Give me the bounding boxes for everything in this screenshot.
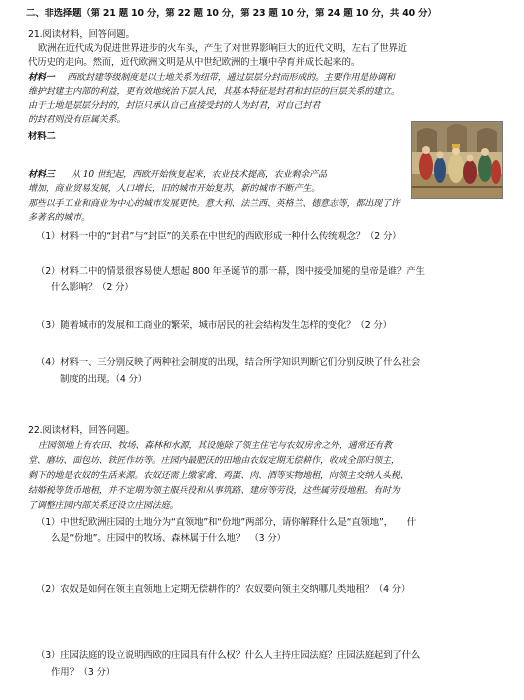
q21-material-line: 欧洲在近代成为促进世界进步的火车头，产生了对世界影响巨大的近代文明，左右了世界近 [38,43,408,54]
q21-subquestion-4: （4）材料一、三分别反映了两种社会制度的出现，结合所学知识判断它们分别反映了什么社会 [36,357,421,368]
q21-subquestion-1: （1）材料一中的“封君”与“封臣”的关系在中世纪的西欧形成一种什么传统观念？（2 分） [36,231,402,242]
q21-subquestion-3: （3）随着城市的发展和工商业的繁荣，城市居民的社会结构发生怎样的变化？（2 分） [36,320,392,331]
q22-material-text: 结婚税等货币地租，并不定期为领主服兵役和从事筑路、建房等劳役，这些属劳役地租。有时为 [28,486,400,496]
section-header: 二、非选择题（第 21 题 10 分，第 22 题 10 分，第 23 题 10 分，第 24 题 10 分，共 40 分） [26,8,437,19]
material-3-text: 那些以手工业和商业为中心的城市发展更快。意大利、法兰西、英格兰、德意志等，都出现了许 [28,199,400,209]
material-3-text: 从 10 世纪起，西欧开始恢复起来，农业技术提高，农业剩余产品 [71,170,327,180]
material-2-label: 材料二 [28,131,56,142]
material-1-text: 由于土地是层层分封的，封臣只承认自己直接受封的人为封君，对自己封君 [28,101,321,111]
material-1-text: 西欧封建等级制度是以土地关系为纽带，通过层层分封而形成的。主要作用是协调和 [67,73,395,83]
q22-subquestion-1: （1）中世纪欧洲庄园的土地分为“直领地”和“份地”两部分，请你解释什么是“直领地”， 什 [36,517,416,528]
material-3-text: 增加，商业贸易发展，人口增长，旧的城市开始复苏，新的城市不断产生。 [28,184,321,194]
q21-subquestion-2-cont: 什么影响？（2 分） [51,282,134,293]
material-1-text: 的封君则没有臣属关系。 [28,115,126,125]
q21-intro: 21.阅读材料，回答问题。 [28,29,135,40]
q22-subquestion-2: （2）农奴是如何在领主直领地上定期无偿耕作的？农奴要向领主交纳哪几类地租？（4 分） [36,584,411,595]
material-1-label: 材料一 [28,73,55,83]
q22-material-text: 了调整庄园内部关系还设立庄园法庭。 [28,501,179,511]
coronation-painting [411,121,503,199]
q22-subquestion-1-cont: 么是“份地”。庄园中的牧场、森林属于什么地？ （3 分） [51,533,286,544]
q21-material-1-row [28,72,498,84]
material-1-text: 维护封建主内部的利益，更有效地统治下层人民，其基本特征是封君和封臣的巨层关系的建立。 [28,87,400,97]
q21-subquestion-4-cont: 制度的出现。（4 分） [60,374,147,385]
q22-subquestion-3-cont: 作用？（3 分） [51,667,115,678]
q22-material-text: 堂、磨坊、面包坊、铁匠作坊等。庄园内最肥沃的田地由农奴定期无偿耕作，收成全部归领主， [28,456,400,466]
q21-material-3-row [28,169,408,181]
q22-intro: 22.阅读材料，回答问题。 [28,425,135,436]
q22-material-text: 剩下的地是农奴的生活来源。农奴还需上缴家禽、鸡蛋、肉、酒等实物地租，向领主交纳人头税、 [28,471,409,481]
q21-subquestion-2: （2）材料二中的情景很容易使人想起 800 年圣诞节的那一幕，图中接受加冕的皇帝是谁？产生 [36,266,425,277]
material-3-text: 多著名的城市。 [28,213,90,223]
q21-material-line: 代历史的走向。然而，近代欧洲文明是从中世纪欧洲的土壤中孕育并成长起来的。 [28,57,361,68]
q22-subquestion-3: （3）庄园法庭的设立说明西欧的庄园具有什么权？什么人主持庄园法庭？庄园法庭起到了什么 [36,650,421,661]
material-3-label: 材料三 [28,170,55,180]
q22-material-text: 庄园领地上有农田、牧场、森林和水源，其设施除了领主住宅与农奴房舍之外，通常还有教 [38,441,393,451]
